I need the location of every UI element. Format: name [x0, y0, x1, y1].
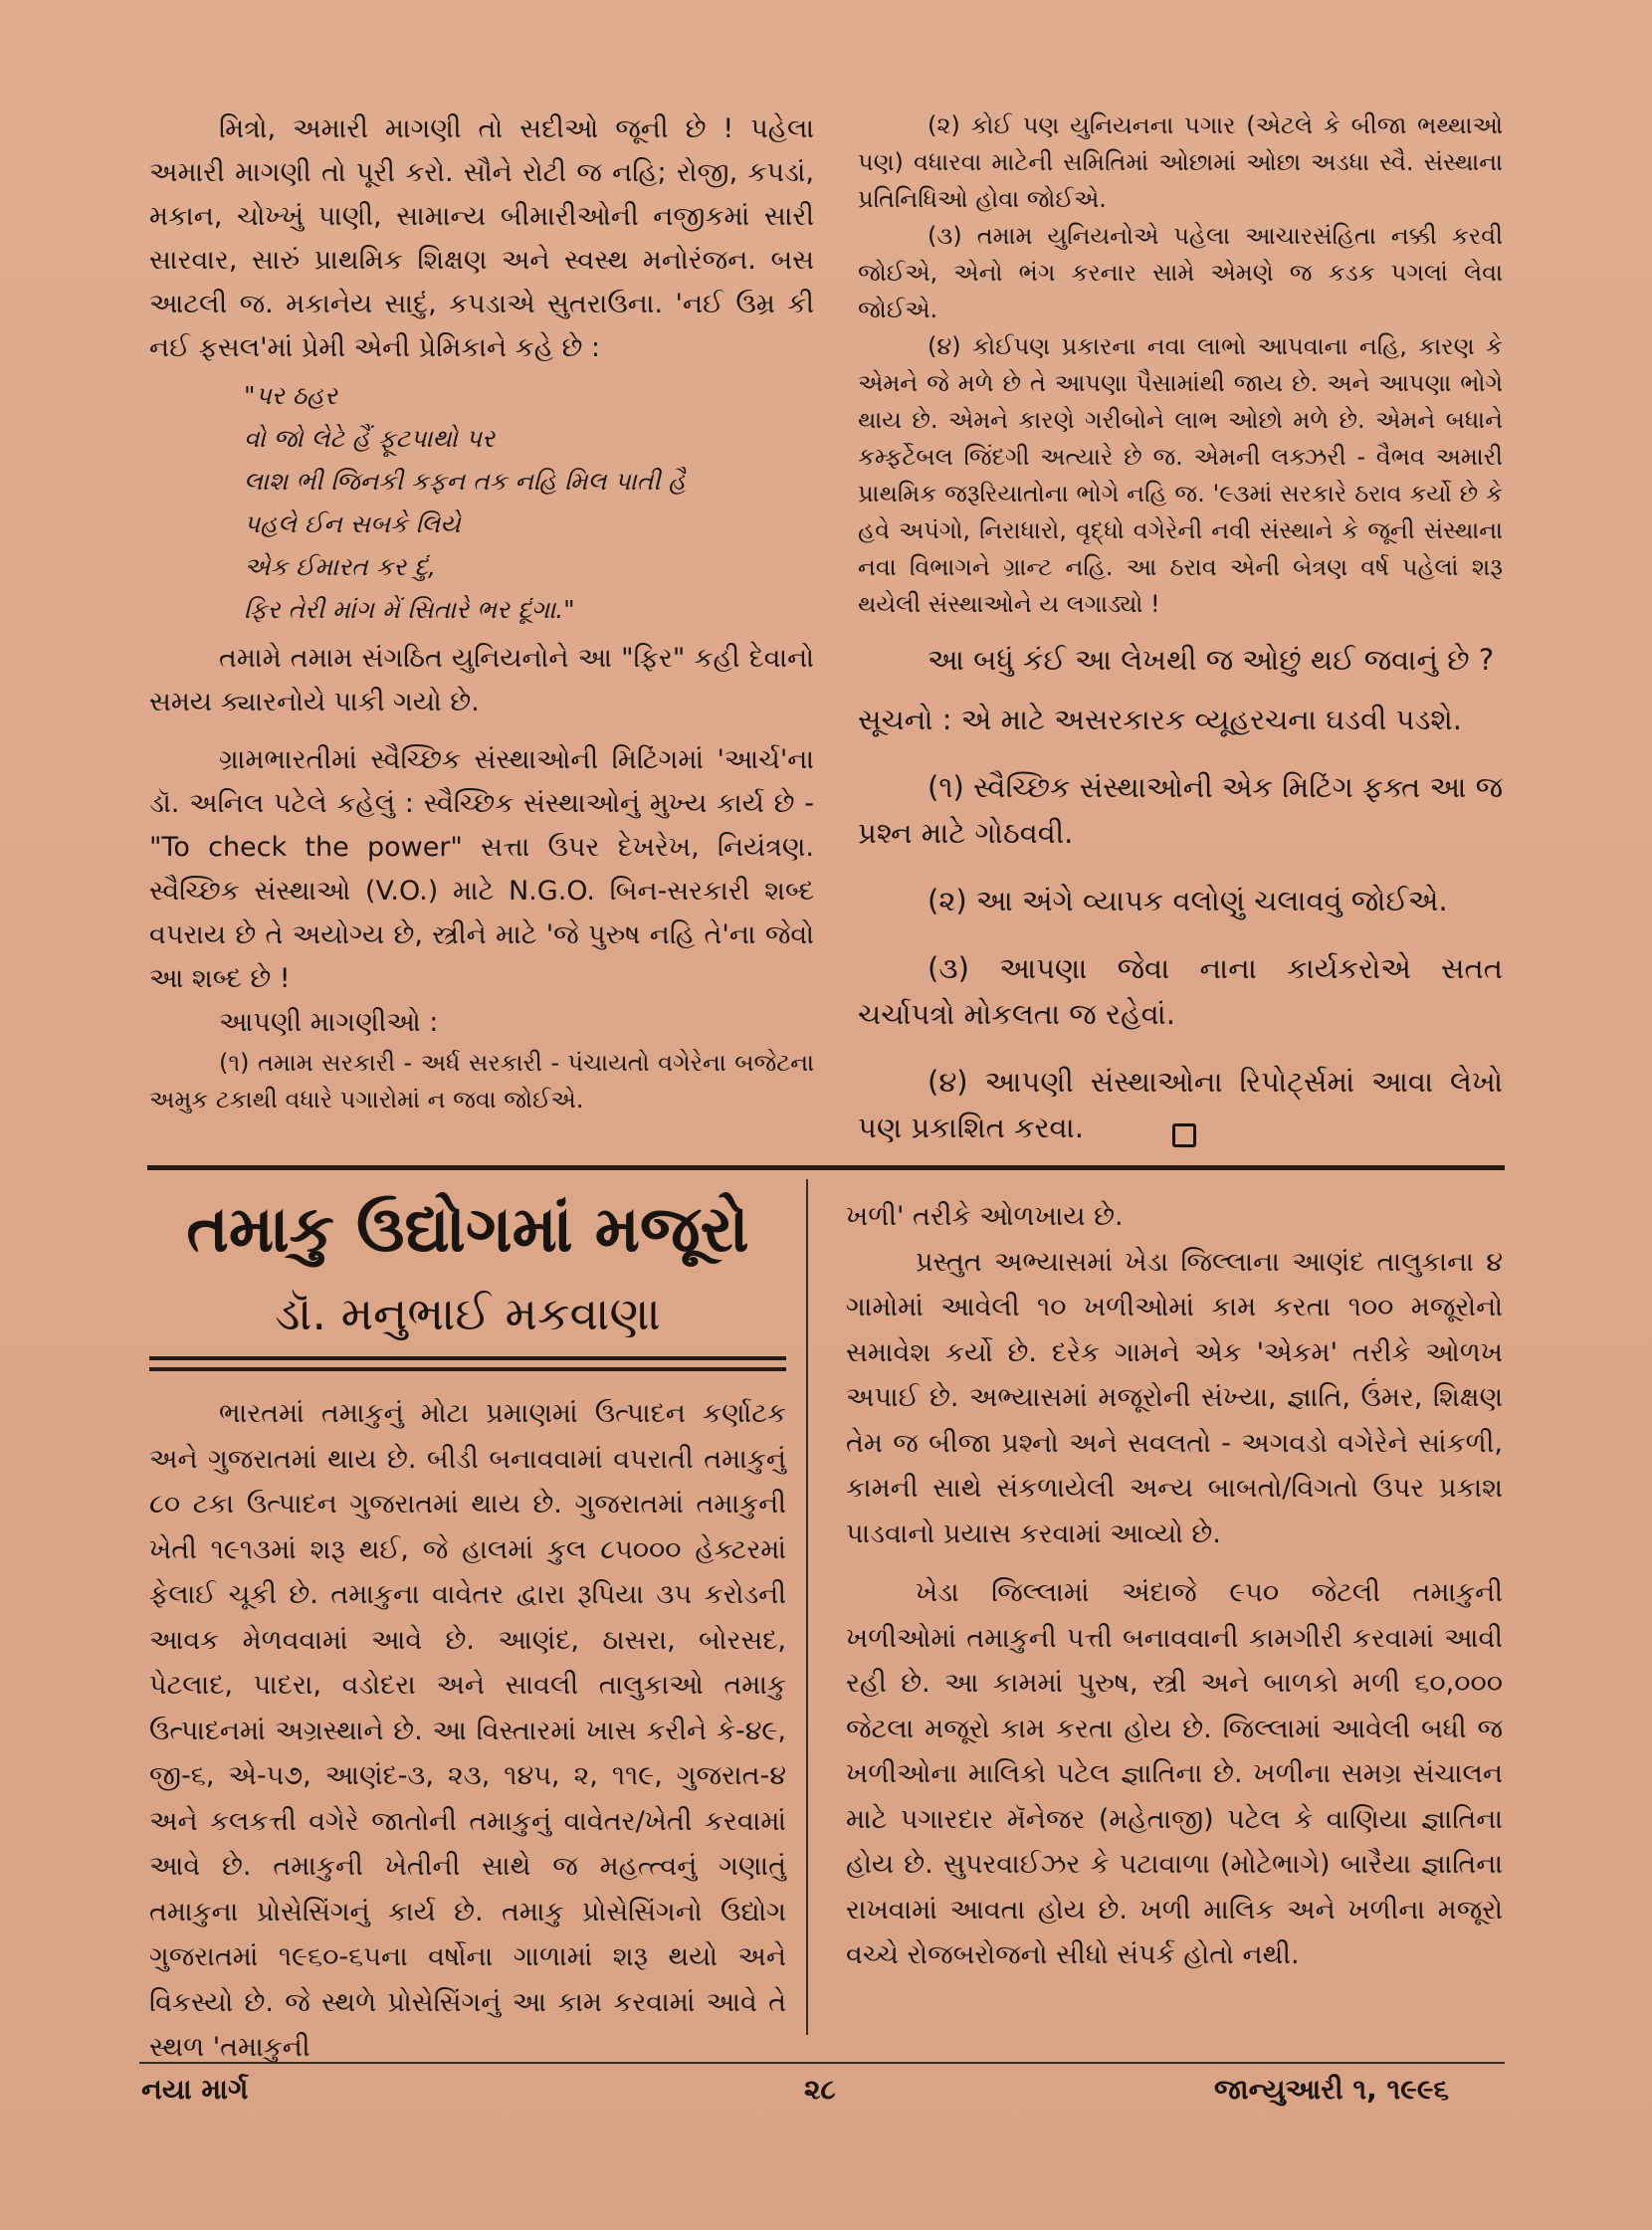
suggestion-item: (૧) સ્વૈચ્છિક સંસ્થાઓની એક મિટિંગ ફક્ત આ જ પ્રશ્ન માટે ગોઠવવી.	[858, 770, 1503, 850]
article-right-column	[846, 1194, 1503, 1978]
demand-item: (૪) કોઈપણ પ્રકારના નવા લાભો આપવાના નહિ, કારણ કે એમને જે મળે છે તે આપણા પૈસામાંથી જાય છે. અને આપણા ભોગે થાય છે. એમને કારણે ગરીબોને લાભ ઓછો મળે છે. એમને બધાને કમ્ફર્ટેબલ જિંદગી અત્યારે છે જ. એમની લક્ઝરી - વૈભવ અમારી પ્રાથમિક જરૂરિયાતોના ભોગે નહિ જ. '૯૩માં સરકારે ઠરાવ કર્યો છે કે હવે અપંગો, નિરાધારો, વૃદ્ધો વગેરેની નવી સંસ્થાને કે જૂની સંસ્થાના નવા વિભાગને ગ્રાન્ટ નહિ. આ ઠરાવ એની બેત્રણ વર્ષ પહેલાં શરૂ થયેલી સંસ્થાઓને ય લગાડ્યો !	[858, 332, 1503, 618]
article-author: ડૉ. મનુભાઈ મકવાણા	[275, 1287, 661, 1340]
suggestions-line: સૂચનો : એ માટે અસરકારક વ્યૂહરચના ઘડવી પડશે.	[858, 703, 1462, 736]
section-divider	[147, 1165, 1505, 1170]
demands-heading: આપણી માગણીઓ :	[219, 1007, 439, 1038]
question-line: આ બધું કંઈ આ લેખથી જ ઓછું થઈ જવાનું છે ?	[928, 643, 1495, 677]
page-number: ૨૮	[804, 2073, 836, 2106]
paragraph: ભારતમાં તમાકુનું મોટા પ્રમાણમાં ઉત્પાદન કર્ણાટક અને ગુજરાતમાં થાય છે. બીડી બનાવવામાં વપરાતી તમાકુનું ૮૦ ટકા ઉત્પાદન ગુજરાતમાં થાય છે. ગુજરાતમાં તમાકુની ખેતી ૧૯૧૩માં શરૂ થઈ, જે હાલમાં કુલ ૮૫૦૦૦ હેક્ટરમાં ફેલાઈ ચૂકી છે. તમાકુના વાવેતર દ્વારા રૂપિયા ૩૫ કરોડની આવક મેળવવામાં આવે છે. આણંદ, ઠાસરા, બોરસદ, પેટલાદ, પાદરા, વડોદરા અને સાવલી તાલુકાઓ તમાકુ ઉત્પાદનમાં અગ્રસ્થાને છે. આ વિસ્તારમાં ખાસ કરીને કે-૪૯, જી-૬, એ-૫૭, આણંદ-૩, ૨૩, ૧૪૫, ૨, ૧૧૯, ગુજરાત-૪ અને કલકત્તી વગેરે જાતોની તમાકુનું વાવેતર/ખેતી કરવામાં આવે છે. તમાકુની ખેતીની સાથે જ મહત્ત્વનું ગણાતું તમાકુના પ્રોસેસિંગનું કાર્ય છે. તમાકુ પ્રોસેસિંગનો ઉદ્યોગ ગુજરાતમાં ૧૯૬૦-૬૫ના વર્ષોના ગાળામાં શરૂ થયો અને વિકસ્યો છે. જે સ્થળે પ્રોસેસિંગનું આ કામ કરવામાં આવે તે સ્થળ 'તમાકુની	[149, 1398, 786, 2063]
footer-magazine-name: નયા માર્ગ	[141, 2073, 249, 2106]
demand-item: (૨) કોઈ પણ યુનિયનના પગાર (એટલે કે બીજા ભથ્થાઓ પણ) વધારવા માટેની સમિતિમાં ઓછામાં ઓછા અડધા સ્વૈ. સંસ્થાના પ્રતિનિધિઓ હોવા જોઈએ.	[858, 111, 1503, 213]
poem-quote	[149, 374, 814, 631]
demand-item: (૧) તમામ સરકારી - અર્ધ સરકારી - પંચાયતો વગેરેના બજેટના અમુક ટકાથી વધારે પગારોમાં ન જવા જોઈએ.	[149, 1049, 814, 1114]
poem-line: એક ઈમારત કર દું,	[244, 552, 436, 581]
top-left-column	[149, 107, 814, 1118]
paragraph: તમામે તમામ સંગઠિત યુનિયનોને આ "ફિર" કહી દેવાનો સમય ક્યારનોયે પાકી ગયો છે.	[149, 643, 814, 717]
poem-line: ફિર તેરી માંગ મેં સિતારે ભર દૂંગા."	[244, 595, 575, 624]
footer-rule	[139, 2062, 1505, 2064]
paragraph: મિત્રો, અમારી માગણી તો સદીઓ જૂની છે ! પહેલા અમારી માગણી તો પૂરી કરો. સૌને રોટી જ નહિ; રોજી, કપડાં, મકાન, ચોખ્ખું પાણી, સામાન્ય બીમારીઓની નજીકમાં સારી સારવાર, સારું પ્રાથમિક શિક્ષણ અને સ્વસ્થ મનોરંજન. બસ આટલી જ. મકાનેય સાદું, કપડાએ સુતરાઉના. 'નઈ ઉમ્ર કી નઈ ફસલ'માં પ્રેમી એની પ્રેમિકાને કહે છે :	[149, 113, 814, 363]
poem-line: લાશ ભી જિનકી કફન તક નહિ મિલ પાતી હૈ	[244, 467, 687, 496]
article-title: તમાકુ ઉદ્યોગમાં મજૂરો	[186, 1193, 749, 1267]
column-divider	[806, 1179, 808, 2035]
paragraph: પ્રસ્તુત અભ્યાસમાં ખેડા જિલ્લાના આણંદ તાલુકાના ૪ ગામોમાં આવેલી ૧૦ ખળીઓમાં કામ કરતા ૧૦૦ મજૂરોનો સમાવેશ કર્યો છે. દરેક ગામને એક 'એકમ' તરીકે ઓળખ અપાઈ છે. અભ્યાસમાં મજૂરોની સંખ્યા, જ્ઞાતિ, ઉંમર, શિક્ષણ તેમ જ બીજા પ્રશ્નો અને સવલતો - અગવડો વગેરેને સાંકળી, કામની સાથે સંકળાયેલી અન્ય બાબતો/વિગતો ઉપર પ્રકાશ પાડવાનો પ્રયાસ કરવામાં આવ્યો છે.	[846, 1246, 1503, 1549]
suggestion-item: (૨) આ અંગે વ્યાપક વલોણું ચલાવવું જોઈએ.	[928, 884, 1448, 917]
top-right-column	[858, 107, 1503, 1150]
suggestion-item: (૩) આપણા જેવા નાના કાર્યકરોએ સતત ચર્ચાપત્રો મોકલતા જ રહેવાં.	[858, 951, 1503, 1031]
poem-line: પહલે ઈન સબકે લિયે	[244, 509, 461, 538]
footer-date: જાન્યુઆરી ૧, ૧૯૯૬	[1214, 2073, 1450, 2106]
paragraph: ખળી' તરીકે ઓળખાય છે.	[846, 1201, 1124, 1232]
suggestion-item: (૪) આપણી સંસ્થાઓના રિપોર્ટ્સમાં આવા લેખો પણ પ્રકાશિત કરવા.	[858, 1065, 1503, 1144]
paragraph: ખેડા જિલ્લામાં અંદાજે ૯૫૦ જેટલી તમાકુની ખળીઓમાં તમાકુની પત્તી બનાવવાની કામગીરી કરવામાં આવી રહી છે. આ કામમાં પુરુષ, સ્ત્રી અને બાળકો મળી ૬૦,૦૦૦ જેટલા મજૂરો કામ કરતા હોય છે. જિલ્લામાં આવેલી બધી જ ખળીઓના માલિકો પટેલ જ્ઞાતિના છે. ખળીના સમગ્ર સંચાલન માટે પગારદાર મૅનેજર (મહેતાજી) પટેલ કે વાણિયા જ્ઞાતિના હોય છે. સુપરવાઈઝર કે પટાવાળા (મોટેભાગે) બારૈયા જ્ઞાતિના રાખવામાં આવતા હોય છે. ખળી માલિક અને ખળીના મજૂરો વચ્ચે રોજબરોજનો સીધો સંપર્ક હોતો નથી.	[846, 1577, 1503, 1970]
paragraph: ગ્રામભારતીમાં સ્વૈચ્છિક સંસ્થાઓની મિટિંગમાં 'આર્ચ'ના ડૉ. અનિલ પટેલે કહેલું : સ્વૈચ્છિક સંસ્થાઓનું મુખ્ય કાર્ય છે - "To check the power" સત્તા ઉપર દેખરેખ, નિયંત્રણ. સ્વૈચ્છિક સંસ્થાઓ (V.O.) માટે N.G.O. બિન-સરકારી શબ્દ વપરાય છે તે અયોગ્ય છે, સ્ત્રીને માટે 'જે પુરુષ નહિ તે'ના જેવો આ શબ્દ છે !	[149, 744, 814, 994]
demand-item: (૩) તમામ યુનિયનોએ પહેલા આચારસંહિતા નક્કી કરવી જોઈએ, એનો ભંગ કરનાર સામે એમણે જ કડક પગલાં લેવા જોઈએ.	[858, 222, 1503, 323]
end-mark-icon	[1172, 1123, 1196, 1147]
title-rule	[149, 1356, 786, 1360]
title-rule	[149, 1367, 786, 1371]
poem-line: "પર ઠહર	[244, 381, 337, 410]
article-left-column	[149, 1391, 786, 2071]
poem-line: વો જો લેટે હૈં ફૂટપાથો પર	[244, 424, 496, 453]
